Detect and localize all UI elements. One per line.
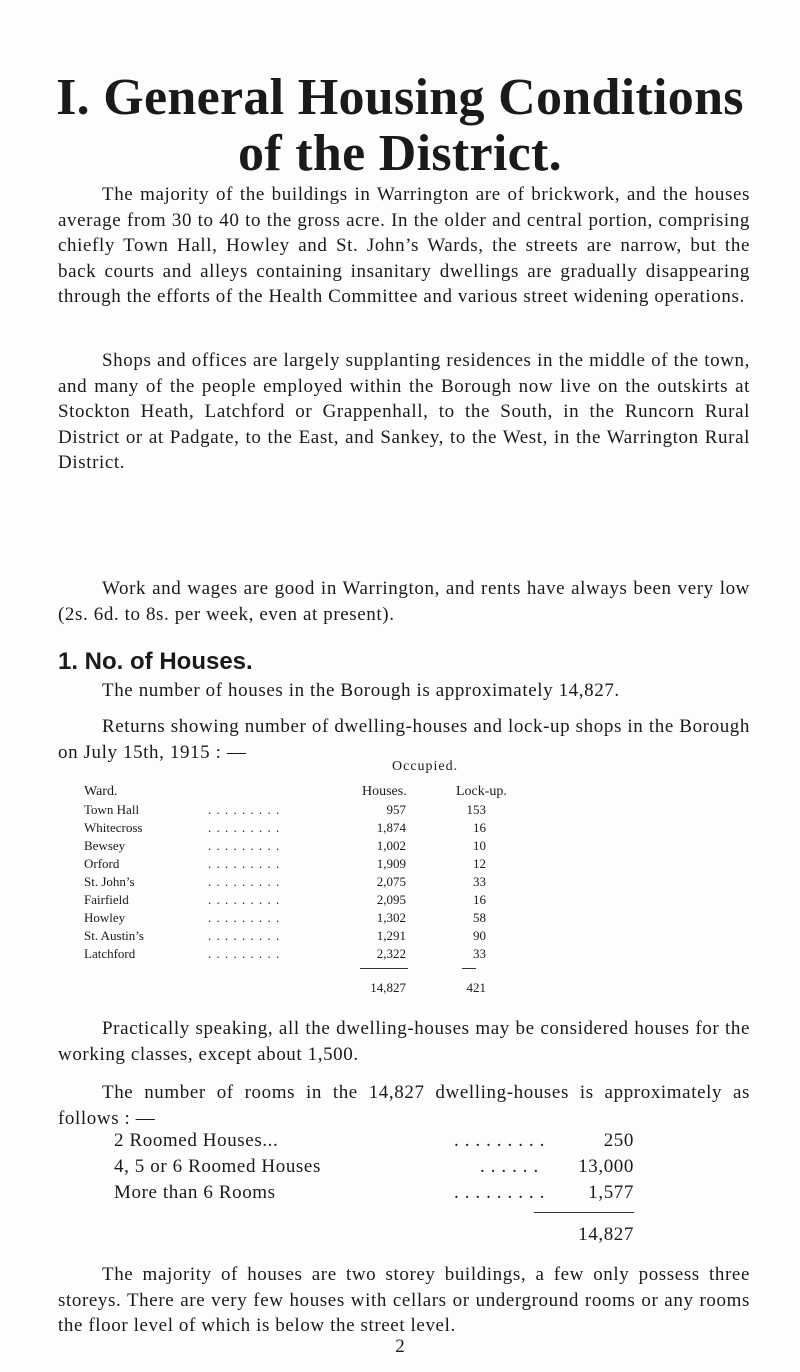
table-header-ward: Ward. — [84, 784, 118, 799]
rooms-value: 250 — [603, 1130, 634, 1151]
houses-count: 1,291 — [376, 928, 406, 943]
leader-dots: . . . . . . . . . — [208, 874, 281, 889]
rooms-total-rule — [534, 1212, 634, 1213]
rooms-row — [114, 1130, 634, 1154]
houses-count: 2,075 — [376, 874, 406, 889]
leader-dots: . . . . . . . . . — [208, 820, 281, 835]
houses-count: 1,874 — [376, 820, 406, 835]
houses-count: 2,095 — [376, 892, 406, 907]
lockup-count: 33 — [473, 946, 486, 961]
houses-count: 1,909 — [376, 856, 406, 871]
rooms-total: 14,827 — [578, 1224, 634, 1245]
houses-count: 1,002 — [376, 838, 406, 853]
paragraph-storeys: The majority of houses are two storey buildings, a few only possess three storeys. There are very few houses with cellars or underground rooms or any rooms the floor level of which is below the street level. — [58, 1264, 750, 1337]
page-number: 2 — [395, 1336, 405, 1357]
lockup-count: 10 — [473, 838, 486, 853]
table-header-houses: Houses. — [362, 784, 407, 799]
paragraph-rooms-intro: The number of rooms in the 14,827 dwelling-houses is approximately as follows : — — [58, 1082, 750, 1129]
table-caption-occupied: Occupied. — [392, 759, 459, 774]
table-row — [84, 802, 644, 820]
lockup-count: 153 — [466, 802, 486, 817]
ward-name: Bewsey — [84, 838, 126, 853]
rooms-row — [114, 1156, 634, 1180]
rooms-row — [114, 1182, 634, 1206]
rooms-label: 2 Roomed Houses... — [114, 1130, 279, 1151]
leader-dots: . . . . . . . . . — [208, 838, 281, 853]
chapter-subtitle: of the District. — [238, 125, 562, 182]
leader-dots: . . . . . . . . . — [208, 856, 281, 871]
paragraph-work-wages: Work and wages are good in Warrington, and rents have always been very low (2s. 6d. to 8s. per week, even at present). — [58, 578, 750, 625]
ward-name: Orford — [84, 856, 120, 871]
houses-total: 14,827 — [370, 980, 406, 995]
total-rule-houses — [360, 968, 408, 969]
leader-dots: . . . . . . . . . — [208, 802, 281, 817]
table-row — [84, 820, 644, 838]
ward-name: Howley — [84, 910, 126, 925]
leader-dots: . . . . . . . . . — [208, 910, 281, 925]
rooms-label: More than 6 Rooms — [114, 1182, 276, 1203]
table-header-lockup: Lock-up. — [456, 784, 507, 799]
table-row — [84, 946, 644, 964]
ward-name: Fairfield — [84, 892, 129, 907]
lockup-count: 90 — [473, 928, 486, 943]
paragraph-working-classes: Practically speaking, all the dwelling-houses may be considered houses for the working classes, except about 1,500. — [58, 1018, 750, 1065]
total-rule-lockup — [462, 968, 476, 969]
paragraph-returns: Returns showing number of dwelling-houses and lock-up shops in the Borough on July 15th, 1915 : — — [58, 716, 750, 763]
leader-dots: . . . . . . . . . — [454, 1182, 545, 1203]
table-row — [84, 928, 644, 946]
leader-dots: . . . . . . . . . — [454, 1130, 545, 1151]
houses-count: 2,322 — [376, 946, 406, 961]
lockup-count: 58 — [473, 910, 486, 925]
houses-count: 957 — [386, 802, 406, 817]
lockup-count: 33 — [473, 874, 486, 889]
ward-name: St. John’s — [84, 874, 135, 889]
table-row — [84, 892, 644, 910]
table-row — [84, 838, 644, 856]
lockup-count: 16 — [473, 892, 486, 907]
rooms-value: 1,577 — [588, 1182, 634, 1203]
paragraph-houses-total: The number of houses in the Borough is approximately 14,827. — [102, 680, 620, 701]
lockup-total: 421 — [466, 980, 486, 995]
table-total-row — [84, 980, 644, 998]
paragraph-building-character: The majority of the buildings in Warrington are of brickwork, and the houses average from 30 to 40 to the gross acre. In the older and central portion, comprising chiefly Town Hall, Howley and St. John’s Wards, the streets are narrow, but the back courts and alleys containing insanitary dwellings are gradually disappearing through the efforts of the Health Committee and various street widening operations. — [58, 184, 750, 308]
lockup-count: 16 — [473, 820, 486, 835]
ward-name: Town Hall — [84, 802, 140, 817]
lockup-count: 12 — [473, 856, 486, 871]
leader-dots: . . . . . . . . . — [208, 892, 281, 907]
table-row — [84, 910, 644, 928]
table-row — [84, 856, 644, 874]
table-row — [84, 874, 644, 892]
leader-dots: . . . . . . — [480, 1156, 539, 1177]
leader-dots: . . . . . . . . . — [208, 946, 281, 961]
paragraph-shops-offices: Shops and offices are largely supplanting residences in the middle of the town, and many of the people employed within the Borough now live on the outskirts at Stockton Heath, Latchford or Grappenhall, to the South, in the Runcorn Rural District or at Padgate, to the East, and Sankey, to the West, in the Warrington Rural District. — [58, 350, 750, 474]
rooms-label: 4, 5 or 6 Roomed Houses — [114, 1156, 321, 1177]
ward-name: Latchford — [84, 946, 136, 961]
rooms-value: 13,000 — [578, 1156, 634, 1177]
rooms-total-row — [114, 1224, 634, 1248]
ward-name: Whitecross — [84, 820, 143, 835]
leader-dots: . . . . . . . . . — [208, 928, 281, 943]
section-heading-no-of-houses: 1. No. of Houses. — [58, 648, 253, 675]
ward-name: St. Austin’s — [84, 928, 144, 943]
chapter-title: I. General Housing Conditions — [56, 69, 744, 126]
houses-count: 1,302 — [376, 910, 406, 925]
